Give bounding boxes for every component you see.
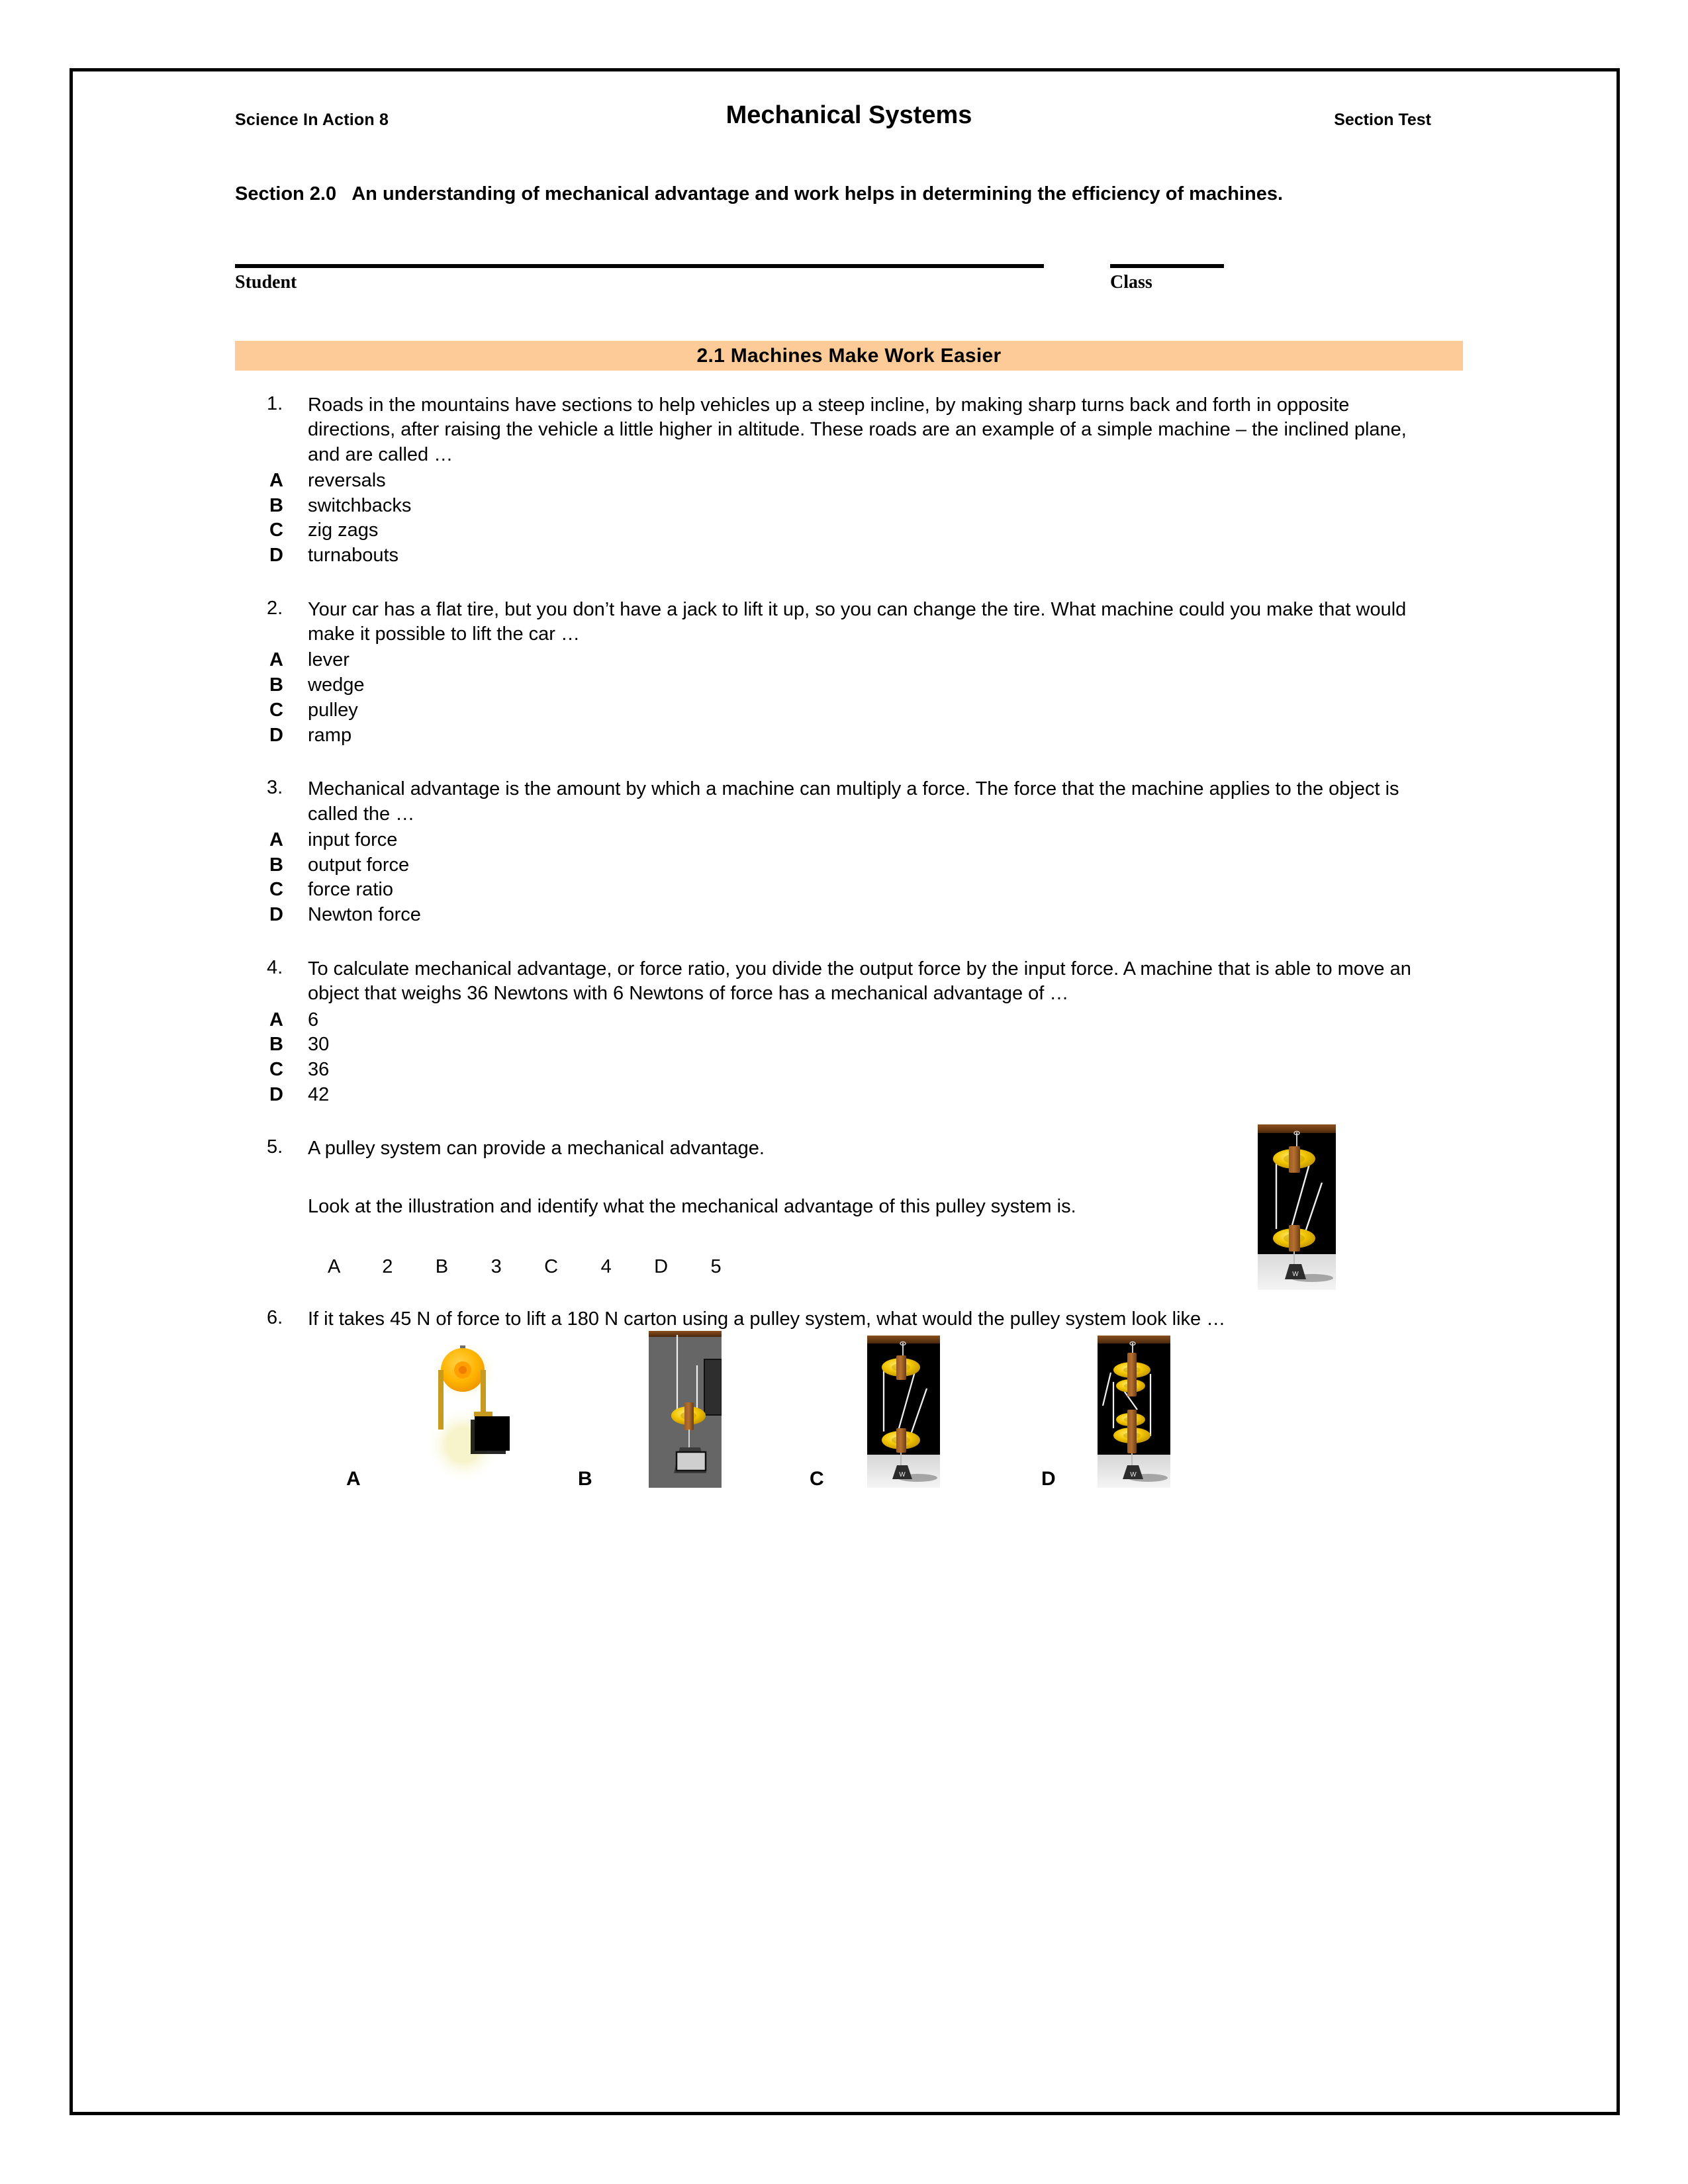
option-b[interactable] [235,853,1463,878]
option-text: 36 [308,1058,330,1080]
question-text: Mechanical advantage is the amount by which a machine can multiply a force. The force that the machine applies to the object is called the … [308,778,1399,825]
questions-list [235,393,1463,1587]
spacer [235,569,1463,598]
option-text: Newton force [308,904,421,926]
option-a[interactable] [235,648,1463,673]
question-number: 5. [267,1136,283,1158]
option-text: 6 [308,1009,319,1030]
option-c[interactable] [235,518,1463,543]
section-statement [235,182,1400,207]
question-number: 3. [267,777,283,799]
option-letter: C [269,879,283,901]
option-letter: A [269,469,283,491]
question-5-subtext: Look at the illustration and identify what the mechanical advantage of this pulley system is. [308,1195,1076,1217]
header-right-text: Section Test [1334,111,1431,129]
question-6-choices [235,1345,1463,1587]
option-c[interactable] [235,878,1463,903]
option-letter: D [269,724,283,746]
choice-image-a-single-pulley [422,1345,515,1488]
option-text: wedge [308,674,365,696]
page-content [235,95,1463,1587]
class-field-rule[interactable] [1110,264,1224,268]
choice-image-d-four-pulley-photo [1098,1336,1170,1488]
option-letter: B [269,494,283,516]
option-letter: B [269,1034,283,1056]
question-1 [235,393,1463,569]
option-text: 42 [308,1083,330,1105]
option-letter: C [269,520,283,541]
section-statement-text: An understanding of mechanical advantage and work helps in determining the efficiency of machines. [352,183,1284,205]
question-2 [235,598,1463,749]
option-d[interactable] [235,903,1463,928]
option-letter: B [269,854,283,876]
svg-text:W: W [1130,1471,1137,1479]
option-d[interactable] [235,723,1463,749]
question-5 [235,1136,1463,1278]
question-number: 2. [267,597,283,619]
option-text: reversals [308,469,386,491]
student-field-rule[interactable] [235,264,1044,268]
question-6 [235,1307,1463,1586]
question-number: 6. [267,1307,283,1329]
option-text: lever [308,649,350,671]
header-left-text: Science In Action 8 [235,111,389,129]
pulley-system-illustration [1258,1124,1336,1290]
option-letter: C [269,699,283,721]
option-text: pulley [308,699,358,721]
answer-options [235,648,1463,748]
option-text: turnabouts [308,544,399,566]
choice-label-a: A [346,1467,361,1490]
question-5-inline-options[interactable]: A 2 B 3 C 4 D 5 [328,1256,722,1278]
option-letter: A [269,649,283,671]
page-border [70,68,1620,2115]
choice-image-c-two-pulley-photo [867,1336,940,1488]
option-b[interactable] [235,494,1463,519]
option-a[interactable] [235,828,1463,853]
option-a[interactable] [235,1008,1463,1033]
option-text: input force [308,829,398,851]
option-text: output force [308,854,410,876]
question-text: A pulley system can provide a mechanical advantage. [308,1138,765,1160]
choice-image-b-single-pulley-photo [649,1331,722,1488]
svg-text:W: W [1292,1271,1299,1279]
option-text: 30 [308,1034,330,1056]
spacer [235,928,1463,957]
choice-label-c: C [810,1467,824,1490]
choice-label-d: D [1041,1467,1056,1490]
option-c[interactable] [235,698,1463,723]
question-3 [235,777,1463,928]
option-text: switchbacks [308,494,412,516]
section-number: Section 2.0 [235,183,337,205]
identification-block [235,255,1463,334]
question-text: To calculate mechanical advantage, or force ratio, you divide the output force by the input force. A machine that is able to move an object that weighs 36 Newtons with 6 Newtons of force has a mechanical advantage of … [308,958,1411,1005]
option-a[interactable] [235,469,1463,494]
option-b[interactable] [235,673,1463,698]
svg-text:W: W [899,1471,906,1479]
option-d[interactable] [235,543,1463,569]
question-number: 1. [267,392,283,414]
section-banner: 2.1 Machines Make Work Easier [235,341,1463,371]
option-letter: C [269,1058,283,1080]
student-label: Student [235,271,297,293]
answer-options [235,469,1463,569]
option-letter: B [269,674,283,696]
option-letter: D [269,1083,283,1105]
answer-options [235,1008,1463,1108]
question-text: If it takes 45 N of force to lift a 180 N carton using a pulley system, what would the pulley system look like … [308,1308,1226,1330]
option-letter: A [269,1009,283,1030]
page-title: Mechanical Systems [726,101,972,129]
question-text: Roads in the mountains have sections to help vehicles up a steep incline, by making sharp turns back and forth in opposite directions, after raising the vehicle a little higher in altitude. These roads are an example of a simple machine – the inclined plane, and are called … [308,394,1407,465]
option-text: zig zags [308,520,379,541]
question-text: Your car has a flat tire, but you don’t have a jack to lift it up, so you can change the tire. What machine could you make that would make it possible to lift the car … [308,598,1407,645]
question-number: 4. [267,956,283,978]
class-label: Class [1110,271,1152,293]
option-text: ramp [308,724,352,746]
option-text: force ratio [308,879,393,901]
option-letter: D [269,544,283,566]
option-letter: A [269,829,283,851]
spacer [235,748,1463,777]
option-letter: D [269,904,283,926]
question-4 [235,957,1463,1108]
option-c[interactable] [235,1058,1463,1083]
answer-options [235,828,1463,928]
option-b[interactable] [235,1032,1463,1058]
document-header [235,95,1463,141]
choice-label-b: B [578,1467,592,1490]
option-d[interactable] [235,1083,1463,1108]
